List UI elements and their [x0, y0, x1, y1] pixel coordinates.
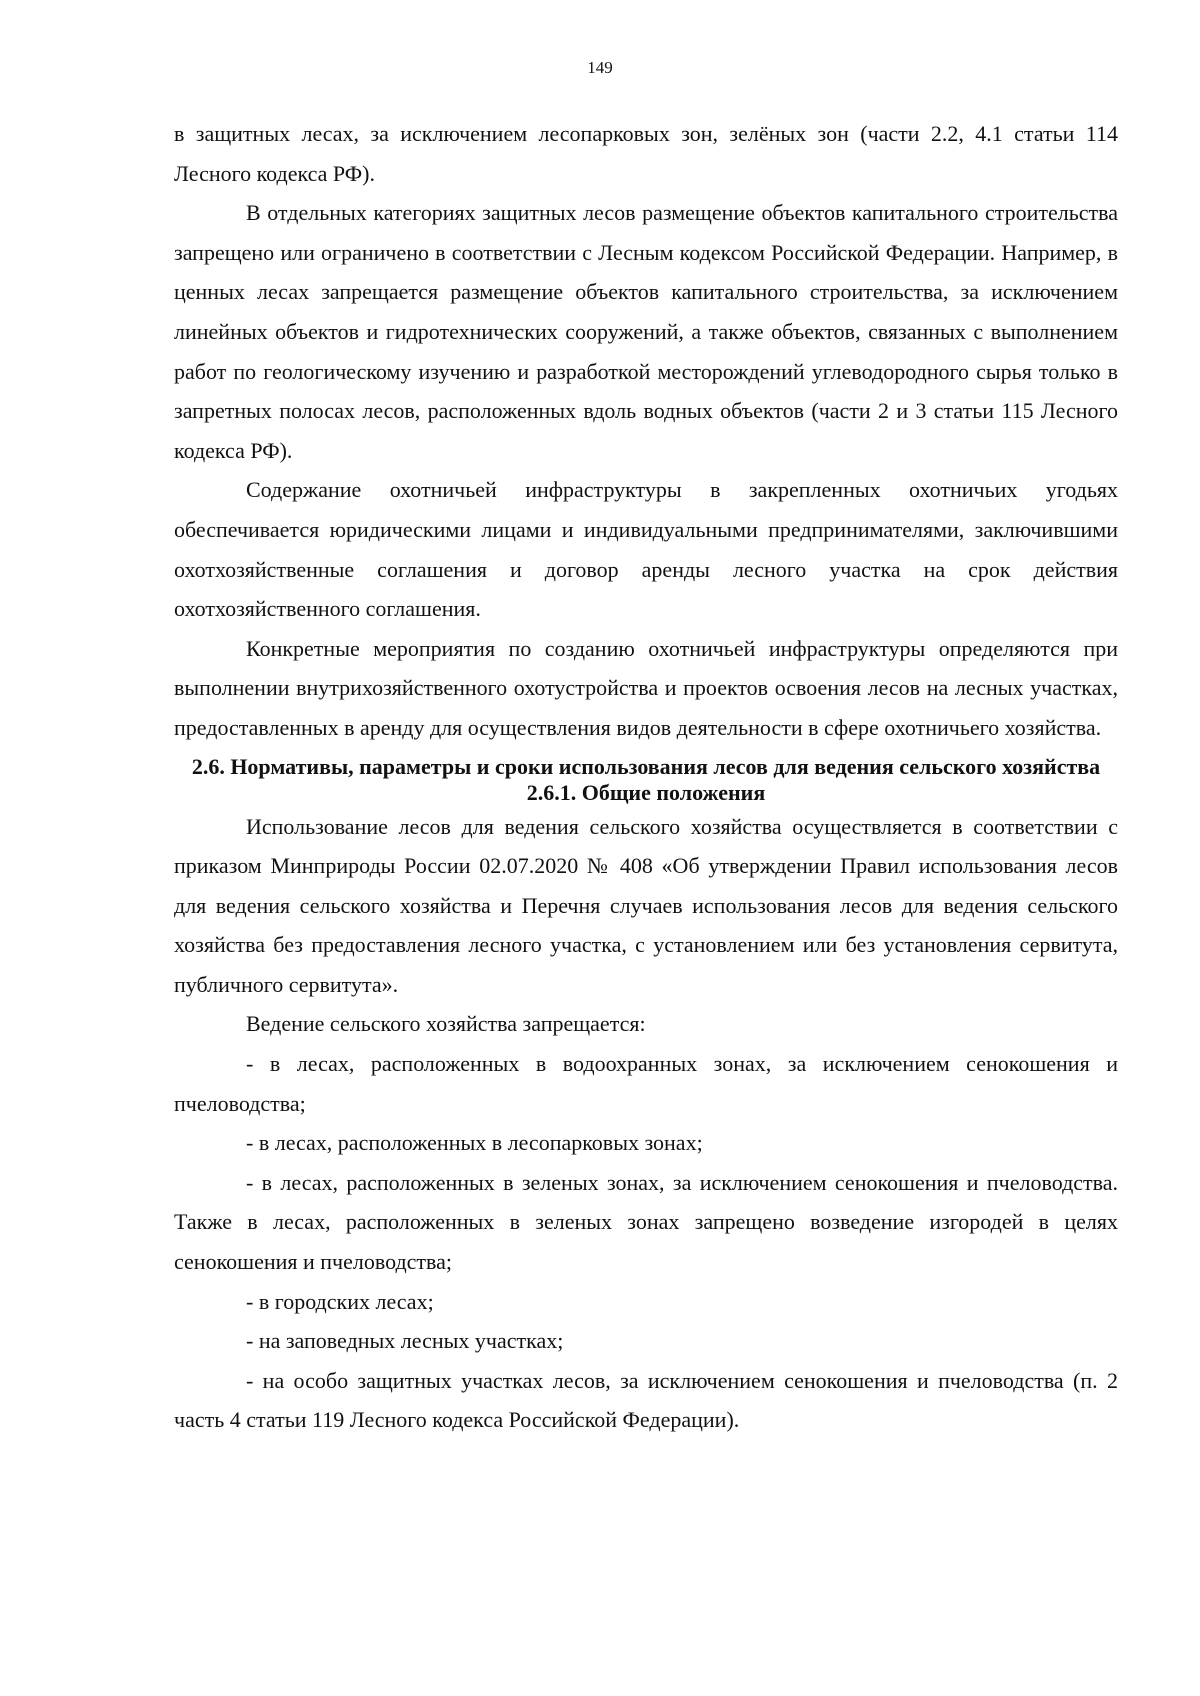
list-item: - в лесах, расположенных в лесопарковых зонах; — [246, 1130, 703, 1156]
list-item: - на заповедных лесных участках; — [246, 1328, 564, 1354]
list-item: - в лесах, расположенных в зеленых зонах, за исключением сенокошения и пчеловодства. Также в лесах, расположенных в зеленых зонах запрещено возведение изгородей в целях сенокошения и пчеловодства; — [174, 1169, 1118, 1275]
paragraph-construction-restrictions: В отдельных категориях защитных лесов размещение объектов капитального строительства запрещено или ограничено в соответствии с Лесным кодексом Российской Федерации. Например, в ценных лесах запрещается размещение объектов капитального строительства, за исключением линейных объектов и гидротехнических сооружений, а также объектов, связанных с выполнением работ по геологическому изучению и разработкой месторождений углеводородного сырья только в запретных полосах лесов, расположенных вдоль водных объектов (части 2 и 3 статьи 115 Лесного кодекса РФ). — [174, 200, 1118, 463]
paragraph-agriculture-order: Использование лесов для ведения сельского хозяйства осуществляется в соответствии с приказом Минприроды России 02.07.2020 № 408 «Об утверждении Правил использования лесов для ведения сельского хозяйства и Перечня случаев использования лесов для ведения сельского хозяйства без предоставления лесного участка, с установлением или без установления сервитута, публичного сервитута». — [174, 813, 1118, 997]
subsection-heading: 2.6.1. Общие положения — [526, 779, 766, 805]
list-item: - на особо защитных участках лесов, за исключением сенокошения и пчеловодства (п. 2 часть 4 статьи 119 Лесного кодекса Российской Федерации). — [174, 1367, 1118, 1433]
section-heading: 2.6. Нормативы, параметры и сроки использования лесов для ведения сельского хозяйства — [191, 753, 1101, 779]
paragraph-agriculture-prohibited: Ведение сельского хозяйства запрещается: — [246, 1011, 646, 1037]
list-item: - в лесах, расположенных в водоохранных зонах, за исключением сенокошения и пчеловодства; — [174, 1051, 1118, 1116]
paragraph-hunting-infrastructure: Содержание охотничьей инфраструктуры в закрепленных охотничьих угодьях обеспечивается юридическими лицами и индивидуальными предпринимателями, заключившими охотхозяйственные соглашения и договор аренды лесного участка на срок действия охотхозяйственного соглашения. — [174, 477, 1118, 622]
page-number: 149 — [587, 58, 613, 77]
paragraph-hunting-measures: Конкретные мероприятия по созданию охотничьей инфраструктуры определяются при выполнении внутрихозяйственного охотустройства и проектов освоения лесов на лесных участках, предоставленных в аренду для осуществления видов деятельности в сфере охотничьего хозяйства. — [174, 635, 1118, 740]
page-content — [174, 114, 1118, 1440]
list-item: - в городских лесах; — [246, 1288, 434, 1314]
paragraph-continuation: в защитных лесах, за исключением лесопарковых зон, зелёных зон (части 2.2, 4.1 статьи 114 Лесного кодекса РФ). — [174, 121, 1118, 186]
